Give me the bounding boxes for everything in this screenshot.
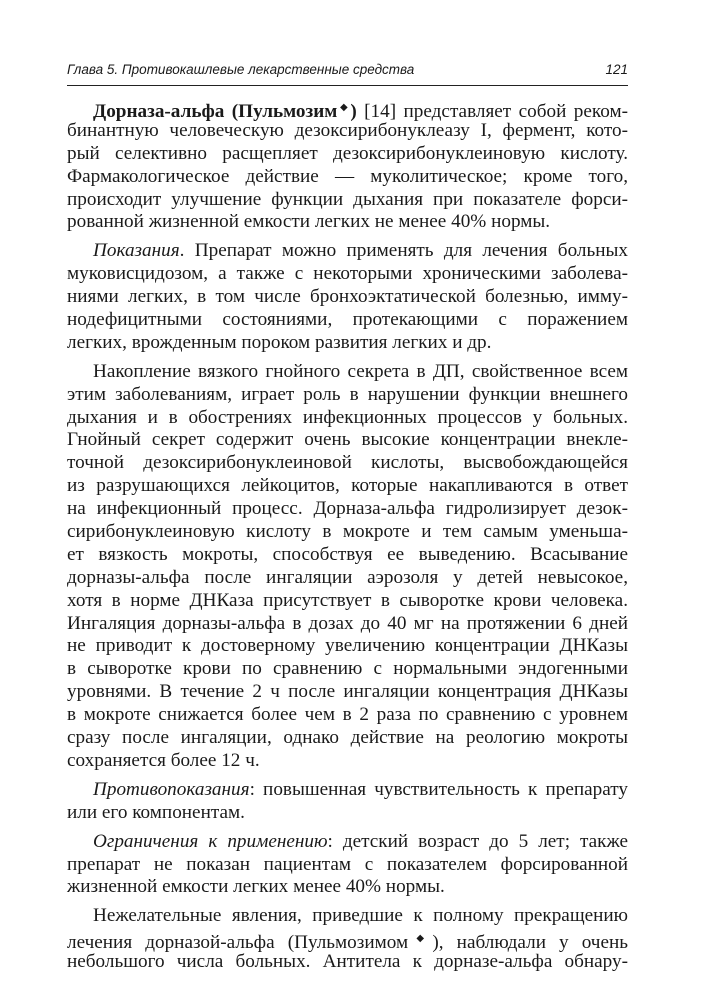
text-run: лечения дорназой-альфа (Пульмозимом <box>67 932 409 954</box>
paragraph <box>67 779 628 825</box>
text-run: происходит улучшение функции дыхания при показателе форси- <box>67 188 628 210</box>
text-run: Ограничения к применению <box>93 830 328 852</box>
text-run: Противопоказания <box>93 778 250 800</box>
text-run: жизненной емкости легких менее 40% нормы. <box>67 876 445 898</box>
text-line <box>67 309 628 332</box>
text-run: : детский возраст до 5 лет; также <box>327 830 628 852</box>
text-run: нодефицитными состояниями, протекающими с поражением <box>67 309 628 331</box>
text-line <box>67 361 628 384</box>
text-run: дыхания и в обострениях инфекционных процессов у больных. <box>67 406 628 428</box>
text-run: муковисцидозом, а также с некоторыми хроническими заболева- <box>67 263 628 285</box>
text-line <box>67 211 628 234</box>
text-run: Фармакологическое действие — муколитическое; кроме того, <box>67 165 628 187</box>
text-run: сразу после ингаляции, однако действие на реологию мокроты <box>67 727 628 749</box>
text-run: [14] представляет собой реком- <box>356 101 628 122</box>
text-run: небольшого числа больных. Антитела к дорназе-альфа обнару- <box>67 951 628 973</box>
text-run: на инфекционный процесс. Дорназа-альфа гидролизирует дезок- <box>67 498 628 520</box>
text-run: не приводит к достоверному увеличению концентрации ДНКазы <box>67 635 628 657</box>
text-line <box>67 286 628 309</box>
text-run: Показания <box>93 240 180 262</box>
text-run: бинантную человеческую дезоксирибонуклеазу I, фермент, кото- <box>67 119 628 141</box>
text-run: рованной жизненной емкости легких не менее 40% нормы. <box>67 211 551 233</box>
paragraph <box>67 831 628 900</box>
text-line <box>67 407 628 430</box>
text-run: точной дезоксирибонуклеиновой кислоты, высвобождающейся <box>67 452 628 474</box>
text-run: легких, врожденным пороком развития легких и др. <box>67 331 492 353</box>
text-run: препарат не показан пациентам с показателем форсированной <box>67 853 628 875</box>
text-line <box>67 951 628 974</box>
text-line <box>67 452 628 475</box>
text-run: : повышенная чувствительность к препарату <box>249 778 628 800</box>
text-line <box>67 750 628 773</box>
text-line <box>67 429 628 452</box>
page-body <box>67 97 628 980</box>
text-run: из разрушающихся лейкоцитов, которые накапливаются в ответ <box>67 475 628 497</box>
text-line <box>67 263 628 286</box>
text-line <box>67 854 628 877</box>
paragraph <box>67 97 628 234</box>
text-line <box>67 658 628 681</box>
text-line <box>67 876 628 899</box>
text-run: в сыворотке крови по сравнению с нормальными эндогенными <box>67 658 628 680</box>
text-line <box>67 332 628 355</box>
running-header <box>67 58 628 86</box>
text-line <box>67 544 628 567</box>
text-run: рый селективно расщепляет дезоксирибонуклеиновую кислоту. <box>67 142 628 164</box>
text-run: Нежелательные явления, приведшие к полному прекращению <box>93 905 628 927</box>
text-line <box>67 384 628 407</box>
text-run: дорназы-альфа после ингаляции аэрозоля у детей невысокое, <box>67 566 628 588</box>
text-line <box>67 704 628 727</box>
text-run: сохраняется более 12 ч. <box>67 749 260 771</box>
text-run: уровнями. В течение 2 ч после ингаляции концентрация ДНКазы <box>67 681 628 703</box>
text-line <box>67 240 628 263</box>
text-line <box>67 166 628 189</box>
chapter-title: Глава 5. Противокашлевые лекарственные средства <box>67 62 415 77</box>
text-line <box>67 635 628 658</box>
registered-mark: ◆ <box>408 933 433 945</box>
text-run: в мокроте снижается более чем в 2 раза по сравнению с уровнем <box>67 704 628 726</box>
text-run: ) <box>350 101 357 122</box>
paragraph <box>67 240 628 354</box>
text-line <box>67 567 628 590</box>
text-line <box>67 928 628 954</box>
text-run: . Препарат можно применять для лечения больных <box>179 240 628 262</box>
text-line <box>67 905 628 928</box>
text-line <box>67 189 628 212</box>
text-run: Накопление вязкого гнойного секрета в ДП, свойственное всем <box>93 360 628 382</box>
text-line <box>67 120 628 143</box>
text-run: ниями легких, в том числе бронхоэктатической болезнью, имму- <box>67 286 628 308</box>
text-line <box>67 727 628 750</box>
text-run: хотя в норме ДНКаза присутствует в сыворотке крови человека. <box>67 589 628 611</box>
text-line <box>67 521 628 544</box>
paragraph <box>67 905 628 974</box>
text-line <box>67 498 628 521</box>
text-line <box>67 475 628 498</box>
text-line <box>67 613 628 636</box>
text-run: ет вязкость мокроты, способствуя ее выведению. Всасывание <box>67 543 628 565</box>
text-line <box>67 831 628 854</box>
registered-mark: ◆ <box>337 102 351 113</box>
text-line <box>67 97 628 120</box>
text-run: Ингаляция дорназы-альфа в дозах до 40 мг на протяжении 6 дней <box>67 612 628 634</box>
page-number: 121 <box>605 62 628 77</box>
text-run: этим заболеваниям, играет роль в нарушении функции внешнего <box>67 383 628 405</box>
text-run: Гнойный секрет содержит очень высокие концентрации внекле- <box>67 429 628 451</box>
text-run: Дорназа-альфа (Пульмозим <box>93 101 338 122</box>
text-line <box>67 143 628 166</box>
text-run: сирибонуклеиновую кислоту в мокроте и тем самым уменьша- <box>67 521 628 543</box>
paragraph <box>67 361 628 773</box>
text-line <box>67 681 628 704</box>
text-run: ), наблюдали у очень <box>432 932 628 954</box>
text-line <box>67 779 628 802</box>
text-line <box>67 590 628 613</box>
text-line <box>67 802 628 825</box>
text-run: или его компонентам. <box>67 801 245 823</box>
